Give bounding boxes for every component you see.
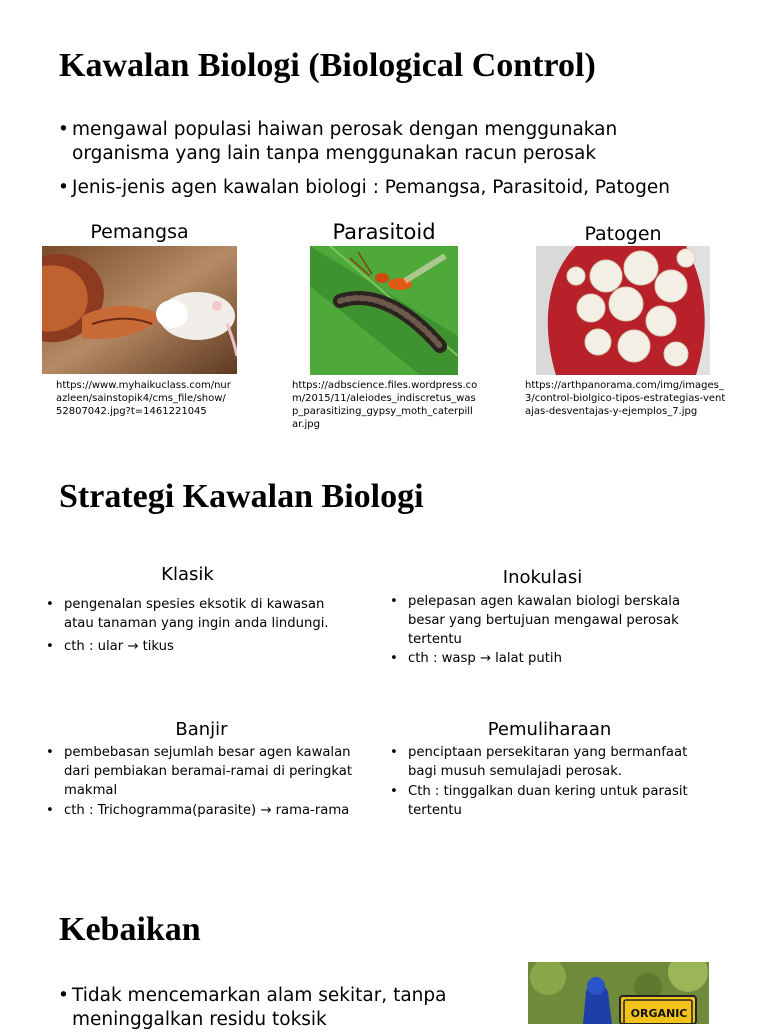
section3-title: Kebaikan	[59, 911, 201, 948]
heading-inokulasi: Inokulasi	[502, 567, 583, 588]
url-parasitoid[interactable]: https://adbscience.files.wordpress.com/2015/11/aleiodes_indiscretus_wasp_parasitizing_gypsy_moth_caterpillar.jpg	[292, 380, 478, 430]
bullet-text: pembebasan sejumlah besar agen kawalan dari pembiakan beramai-ramai di peringkat makmal	[64, 745, 353, 798]
bullet-dot: •	[58, 119, 69, 140]
bullet-text: mengawal populasi haiwan perosak dengan menggunakan organisma yang lain tanpa menggunakan racun perosak	[72, 119, 618, 164]
bullet-text: cth : ular → tikus	[64, 639, 174, 654]
bullet-text: Jenis-jenis agen kawalan biologi : Pemangsa, Parasitoid, Patogen	[72, 177, 670, 198]
bullet-text: Cth : tinggalkan duan kering untuk parasit tertentu	[408, 784, 688, 818]
inokulasi-item-2	[390, 649, 710, 668]
section3-bullet-1	[58, 984, 478, 1032]
bullet-dot: •	[390, 784, 398, 799]
banjir-item-2	[46, 801, 376, 820]
section2-title: Strategi Kawalan Biologi	[59, 478, 424, 515]
url-patogen[interactable]: https://arthpanorama.com/img/images_3/control-biolgico-tipos-estrategias-ventajas-desventajas-y-ejemplos_7.jpg	[525, 380, 726, 417]
section1-title: Kawalan Biologi (Biological Control)	[59, 47, 596, 84]
bullet-text: penciptaan persekitaran yang bermanfaat bagi musuh semulajadi perosak.	[408, 745, 688, 779]
section1-bullet-2	[58, 176, 718, 200]
bullet-dot: •	[46, 803, 54, 818]
heading-banjir: Banjir	[175, 719, 228, 740]
inokulasi-item-1	[390, 592, 710, 649]
bullet-text: cth : wasp → lalat putih	[408, 651, 562, 666]
bullet-text: Tidak mencemarkan alam sekitar, tanpa meninggalkan residu toksik	[72, 985, 447, 1030]
organic-sprayer-photo	[528, 962, 709, 1024]
bullet-text: pengenalan spesies eksotik di kawasan atau tanaman yang ingin anda lindungi.	[64, 597, 329, 631]
heading-pemuliharaan: Pemuliharaan	[487, 719, 612, 740]
caption-patogen: Patogen	[584, 223, 662, 245]
organic-sign-text: ORGANIC	[630, 1007, 688, 1020]
bullet-dot: •	[390, 594, 398, 609]
snake-eating-mouse-photo	[42, 246, 237, 374]
klasik-item-2	[46, 637, 346, 656]
bullet-dot: •	[58, 177, 69, 198]
bullet-dot: •	[46, 639, 54, 654]
bullet-dot: •	[390, 651, 398, 666]
pemuliharaan-item-2	[390, 782, 710, 820]
heading-klasik: Klasik	[161, 564, 214, 585]
url-pemangsa[interactable]: https://www.myhaikuclass.com/nurazleen/sainstopik4/cms_file/show/52807042.jpg?t=1461221045	[56, 380, 231, 417]
pemuliharaan-item-1	[390, 743, 710, 781]
bullet-text: pelepasan agen kawalan biologi berskala besar yang bertujuan mengawal perosak tertentu	[408, 594, 681, 647]
bullet-dot: •	[390, 745, 398, 760]
caption-pemangsa: Pemangsa	[90, 221, 189, 243]
bullet-dot: •	[46, 745, 54, 760]
bullet-dot: •	[58, 985, 69, 1006]
wasp-on-caterpillar-photo	[310, 246, 458, 375]
banjir-item-1	[46, 743, 356, 800]
caption-parasitoid: Parasitoid	[332, 220, 436, 244]
bullet-text: cth : Trichogramma(parasite) → rama-rama	[64, 803, 350, 818]
klasik-item-1	[46, 595, 346, 633]
bullet-dot: •	[46, 597, 54, 612]
fungal-colonies-photo	[536, 246, 710, 375]
section1-bullet-1	[58, 118, 718, 166]
